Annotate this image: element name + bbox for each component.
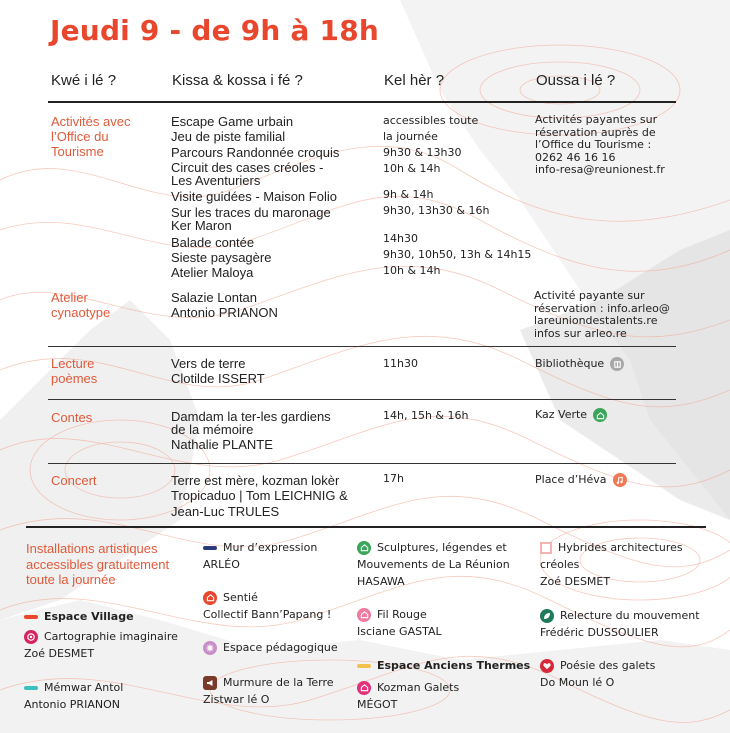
activity: Atelier Maloya — [171, 265, 254, 281]
installation-author: Antonio PRIANON — [24, 698, 120, 711]
lecture-activities — [171, 356, 265, 387]
activity: Jean-Luc TRULES — [171, 503, 280, 519]
office-place — [535, 114, 665, 177]
installation-author: Zistwar lé O — [203, 693, 270, 706]
place-label: Bibliothèque — [535, 356, 605, 370]
page-title: Jeudi 9 - de 9h à 18h — [50, 14, 380, 47]
installation-sculptures — [357, 539, 510, 590]
activity: Circuit des cases créoles - — [171, 160, 324, 176]
section-divider — [48, 463, 676, 464]
category-lecture — [51, 356, 161, 386]
heading-line: Installations artistiques — [26, 541, 158, 556]
activity: Terre est mère, kozman lokèr — [171, 473, 340, 488]
installation-murmure — [203, 674, 334, 708]
installation-title: Espace pédagogique — [223, 641, 338, 654]
installations-divider — [26, 526, 706, 528]
category-office-tourisme — [51, 114, 161, 159]
installation-title-2: Mouvements de La Réunion — [357, 558, 510, 571]
time: 9h & 14h — [383, 188, 434, 201]
installation-title-2: créoles — [540, 558, 580, 571]
heart-icon — [540, 659, 554, 673]
teal-dash-icon — [24, 686, 38, 690]
time: la journée — [383, 130, 438, 143]
installation-poesie — [540, 657, 655, 691]
place-line: réservation : info.arleo@ — [534, 301, 670, 315]
place-line: 0262 46 16 16 — [535, 150, 616, 164]
zone-espace-anciens-thermes — [357, 659, 530, 672]
place-line: Activité payante sur — [534, 289, 645, 302]
place-line: Activités payantes sur — [535, 113, 658, 126]
activity: Nathalie PLANTE — [171, 437, 273, 452]
installation-author: Collectif Bann’Papang ! — [203, 608, 332, 621]
installation-author: Zoé DESMET — [540, 575, 611, 588]
house-icon — [593, 408, 607, 422]
place-label: Place d’Héva — [535, 472, 607, 486]
installation-author: Zoé DESMET — [24, 647, 95, 660]
place-line: lareuniondestalents.re — [534, 314, 658, 327]
activity: Les Aventuriers — [171, 172, 261, 188]
leaf-icon — [540, 609, 554, 623]
megaphone-icon — [203, 676, 217, 690]
category-line: l’Office du — [51, 129, 109, 144]
installation-title: Relecture du mouvement — [560, 609, 700, 622]
place-label: Kaz Verte — [535, 407, 588, 421]
zone-espace-village — [24, 610, 134, 623]
red-dash-icon — [24, 615, 38, 619]
activity: Tropicaduo | Tom LEICHNIG & — [171, 488, 348, 504]
zone-label: Espace Village — [44, 610, 134, 623]
time: 9h30 & 13h30 — [383, 146, 462, 159]
house-icon — [357, 541, 371, 555]
installation-title: Mémwar Antol — [44, 681, 124, 694]
installation-hybrides — [540, 539, 683, 590]
yellow-dash-icon — [357, 664, 371, 668]
contes-activities — [171, 410, 331, 452]
contes-place — [535, 408, 607, 422]
category-atelier — [51, 290, 161, 320]
installation-title: Sculptures, légendes et — [377, 541, 507, 554]
office-times — [383, 113, 531, 279]
time: 10h & 14h — [383, 264, 441, 277]
category-line: Tourisme — [51, 144, 104, 159]
installation-author: Frédéric DUSSOULIER — [540, 626, 659, 639]
house-icon — [357, 681, 371, 695]
installation-title: Hybrides architectures — [558, 541, 683, 554]
time: 9h30, 10h50, 13h & 14h15 — [383, 248, 532, 261]
installation-author: Isciane GASTAL — [357, 625, 442, 638]
navy-dash-icon — [203, 546, 217, 550]
activity: Parcours Randonnée croquis — [171, 144, 340, 160]
installation-title: Sentié — [223, 591, 258, 604]
section-divider — [48, 399, 676, 400]
place-line: info-resa@reunionest.fr — [535, 163, 665, 176]
installation-author: Do Moun lé O — [540, 676, 615, 689]
house-icon — [203, 591, 217, 605]
installation-relecture — [540, 607, 700, 641]
installation-author: MÉGOT — [357, 698, 398, 711]
time: 10h & 14h — [383, 162, 441, 175]
header-divider — [48, 101, 676, 103]
zone-label: Espace Anciens Thermes — [377, 659, 531, 672]
installation-cartographie — [24, 628, 178, 662]
installation-sentie — [203, 589, 331, 623]
house-icon — [357, 608, 371, 622]
office-activities — [171, 114, 339, 281]
installation-pedagogique — [203, 639, 338, 656]
category-line: Lecture — [51, 356, 95, 371]
installation-memwar — [24, 679, 123, 713]
activity: Ker Maron — [171, 217, 232, 233]
installation-title: Poésie des galets — [560, 659, 656, 672]
installation-kozman — [357, 679, 459, 713]
book-icon — [610, 357, 624, 371]
installation-mur — [203, 539, 317, 573]
category-line: cynaotype — [51, 305, 111, 320]
header-activity: Kissa & kossa i fé ? — [172, 72, 303, 89]
installation-author: HASAWA — [357, 575, 405, 588]
heading-line: toute la journée — [26, 572, 116, 587]
activity: Sieste paysagère — [171, 250, 272, 266]
concert-time: 17h — [383, 472, 404, 485]
activity: Sur les traces du maronage — [171, 204, 331, 220]
atelier-activities — [171, 290, 278, 321]
section-divider — [48, 346, 676, 347]
place-line: l’Office du Tourisme : — [535, 138, 652, 151]
activity: de la mémoire — [171, 422, 254, 437]
installation-fil-rouge — [357, 606, 442, 640]
header-what: Kwé i lé ? — [51, 72, 117, 89]
lecture-place — [535, 357, 624, 371]
category-line: poèmes — [51, 371, 98, 386]
contes-time: 14h, 15h & 16h — [383, 409, 469, 422]
category-line: Atelier — [51, 290, 88, 305]
installation-title: Murmure de la Terre — [223, 676, 334, 689]
activity: Salazie Lontan — [171, 290, 258, 305]
category-line: Contes — [51, 410, 93, 425]
category-line: Concert — [51, 473, 97, 488]
installation-title: Mur d’expression — [223, 541, 318, 554]
activity: Jeu de piste familial — [171, 129, 286, 145]
heading-line: accessibles gratuitement — [26, 556, 170, 572]
time: accessibles toute — [383, 114, 479, 127]
place-line: infos sur arleo.re — [534, 326, 627, 340]
target-icon — [24, 630, 38, 644]
activity: Clotilde ISSERT — [171, 371, 265, 387]
lecture-time: 11h30 — [383, 357, 418, 370]
header-time: Kel hèr ? — [384, 72, 445, 89]
time: 9h30, 13h30 & 16h — [383, 204, 490, 217]
atelier-place — [534, 290, 670, 340]
flower-icon — [203, 641, 217, 655]
square-icon — [540, 542, 552, 554]
installation-title: Kozman Galets — [377, 681, 460, 694]
activity: Damdam la ter-les gardiens — [171, 409, 331, 424]
header-place: Oussa i lé ? — [536, 72, 616, 89]
activity: Escape Game urbain — [171, 114, 294, 129]
place-line: réservation auprès de — [535, 125, 656, 139]
activity: Balade contée — [171, 234, 255, 250]
concert-activities — [171, 473, 348, 519]
activity: Vers de terre — [171, 356, 246, 371]
concert-place — [535, 473, 627, 487]
category-concert — [51, 473, 161, 488]
activity: Antonio PRIANON — [171, 305, 278, 321]
installation-title: Cartographie imaginaire — [44, 630, 178, 643]
activity: Visite guidées - Maison Folio — [171, 189, 337, 205]
installation-title: Fil Rouge — [377, 608, 427, 621]
music-note-icon — [613, 473, 627, 487]
installations-heading — [26, 541, 169, 588]
installation-author: ARLÉO — [203, 558, 240, 571]
time: 14h30 — [383, 232, 418, 245]
category-contes — [51, 410, 161, 425]
category-line: Activités avec — [51, 114, 131, 129]
